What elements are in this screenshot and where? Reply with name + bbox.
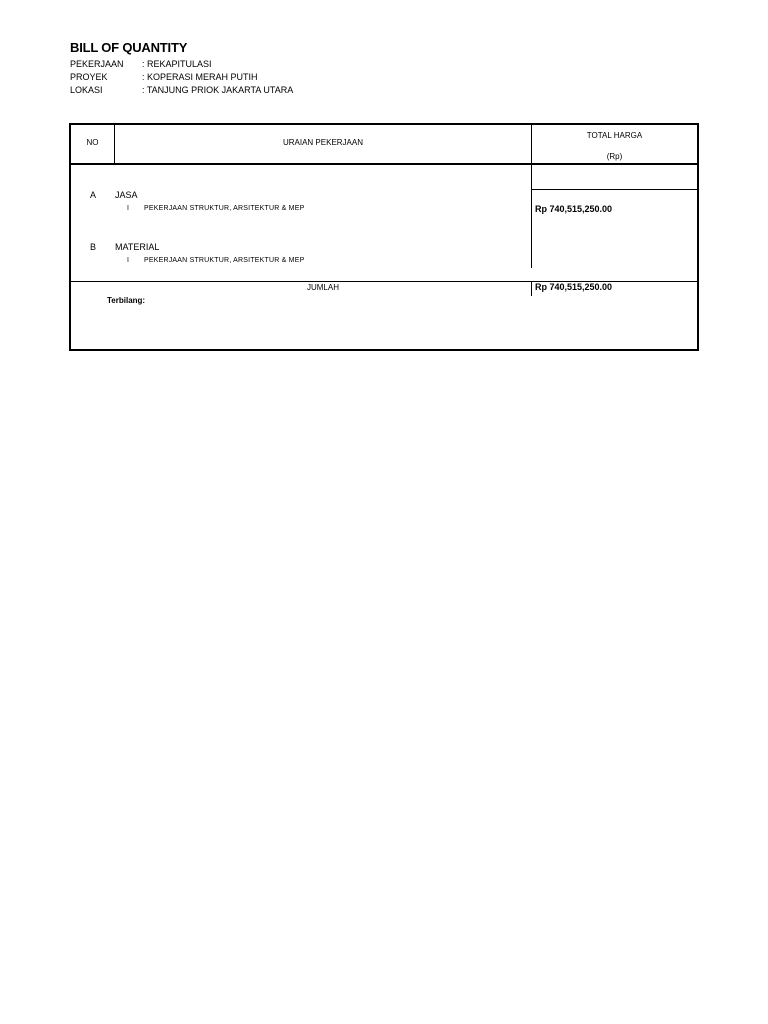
item-no: I: [127, 205, 129, 212]
meta-row-pekerjaan: [70, 59, 212, 69]
meta-key: PEKERJAAN: [70, 59, 124, 69]
section-no: B: [89, 242, 96, 252]
total-subrow-divider: [531, 189, 697, 190]
meta-value: : TANJUNG PRIOK JAKARTA UTARA: [142, 85, 294, 95]
header-no: NO: [86, 138, 99, 147]
total-column-divider-lower: [531, 281, 532, 296]
page-title: BILL OF QUANTITY: [70, 40, 188, 55]
meta-key: LOKASI: [70, 85, 103, 95]
header-uraian: URAIAN PEKERJAAN: [282, 138, 364, 147]
item-label: PEKERJAAN STRUKTUR, ARSITEKTUR & MEP: [144, 205, 305, 212]
jumlah-label: JUMLAH: [306, 283, 339, 292]
meta-key: PROYEK: [70, 72, 108, 82]
header-divider: [71, 163, 697, 165]
item-label: PEKERJAAN STRUKTUR, ARSITEKTUR & MEP: [144, 257, 305, 264]
meta-value: : KOPERASI MERAH PUTIH: [142, 72, 258, 82]
boq-table: [69, 123, 699, 351]
section-label: JASA: [115, 190, 138, 200]
header-total-unit: (Rp): [606, 152, 623, 161]
meta-row-lokasi: [70, 85, 293, 95]
jumlah-total: Rp 740,515,250.00: [535, 282, 613, 292]
meta-value: : REKAPITULASI: [142, 59, 212, 69]
item-no: I: [127, 257, 129, 264]
terbilang-label: Terbilang:: [107, 296, 146, 305]
item-total: Rp 740,515,250.00: [535, 204, 613, 214]
section-label: MATERIAL: [115, 242, 160, 252]
meta-row-proyek: [70, 72, 258, 82]
section-no: A: [89, 190, 96, 200]
total-column-divider: [531, 125, 532, 268]
header-total: TOTAL HARGA: [586, 131, 643, 140]
